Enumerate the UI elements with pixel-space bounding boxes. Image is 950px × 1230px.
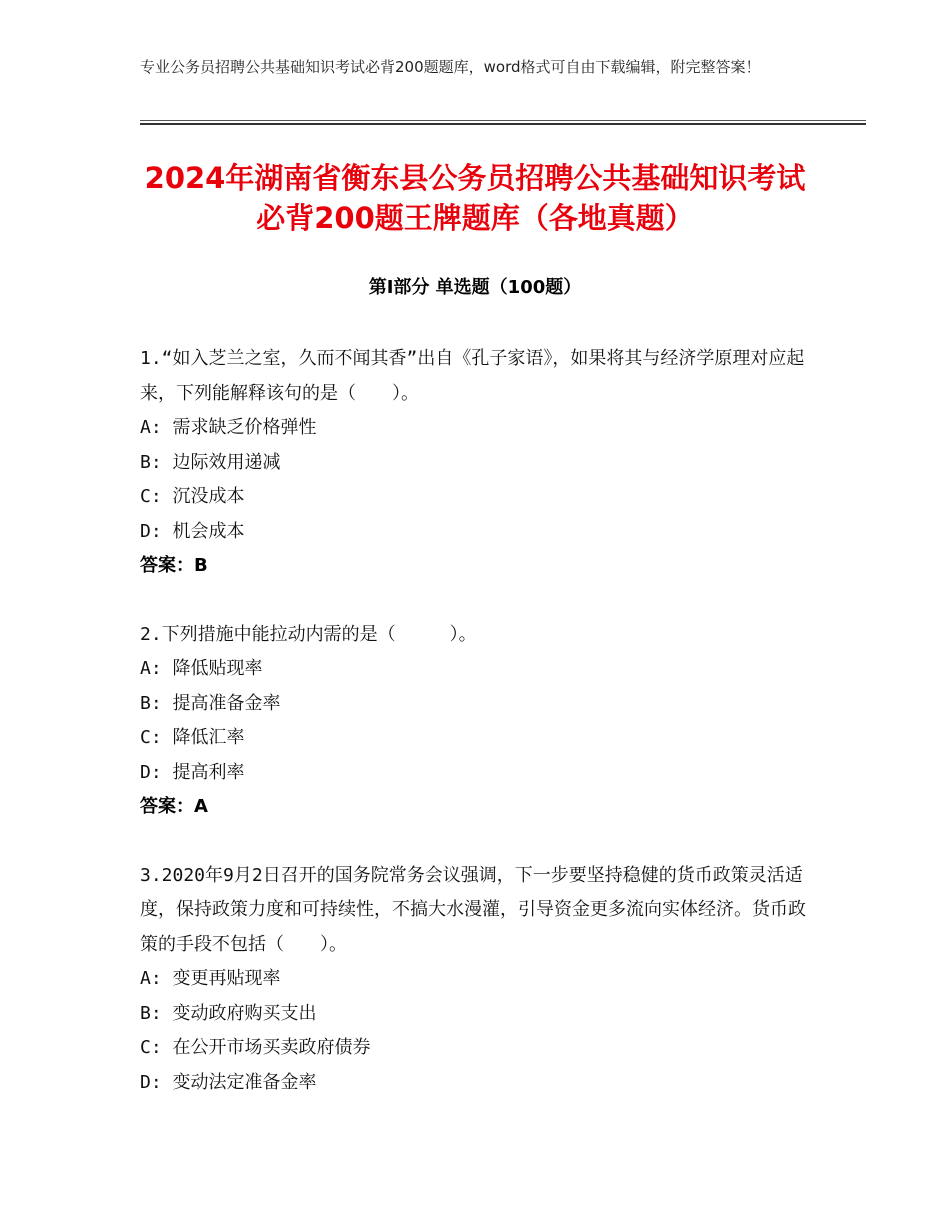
section-title: 第Ⅰ部分 单选题（100题） [368, 277, 582, 298]
header-divider [140, 120, 866, 121]
option-d: D: 机会成本 [140, 520, 245, 542]
option-b: B: 提高准备金率 [140, 692, 281, 714]
option-d: D: 提高利率 [140, 761, 245, 783]
question-1 [140, 342, 810, 584]
option-a: A: 需求缺乏价格弹性 [140, 417, 317, 438]
option-d: D: 变动法定准备金率 [140, 1071, 317, 1093]
header-note: 专业公务员招聘公共基础知识考试必背200题题库，word格式可自由下载编辑，附完整答案！ [140, 58, 761, 76]
question-spacer [140, 825, 810, 859]
option-c: C: 沉没成本 [140, 486, 245, 507]
answer-label: 答案：B [140, 555, 208, 576]
question-list [140, 342, 810, 1100]
question-stem: 1.“如入芝兰之室，久而不闻其香”出自《孔子家语》，如果将其与经济学原理对应起来，下列能解释该句的是（ ）。 [140, 348, 805, 404]
question-3 [140, 859, 810, 1101]
question-2 [140, 618, 810, 825]
question-stem: 2.下列措施中能拉动内需的是（ ）。 [140, 623, 477, 645]
option-c: C: 在公开市场买卖政府债券 [140, 1037, 371, 1058]
option-b: B: 边际效用递减 [140, 451, 281, 473]
option-a: A: 降低贴现率 [140, 658, 263, 679]
option-a: A: 变更再贴现率 [140, 968, 281, 989]
header-divider-thick [140, 123, 866, 125]
question-stem: 3.2020年9月2日召开的国务院常务会议强调，下一步要坚持稳健的货币政策灵活适度，保持政策力度和可持续性，不搞大水漫灌，引导资金更多流向实体经济。货币政策的手段不包括（ ）。 [140, 864, 806, 955]
answer-label: 答案：A [140, 796, 208, 817]
option-c: C: 降低汇率 [140, 727, 245, 748]
option-b: B: 变动政府购买支出 [140, 1002, 317, 1024]
document-title: 2024年湖南省衡东县公务员招聘公共基础知识考试必背200题王牌题库（各地真题） [144, 161, 806, 235]
question-spacer [140, 584, 810, 618]
